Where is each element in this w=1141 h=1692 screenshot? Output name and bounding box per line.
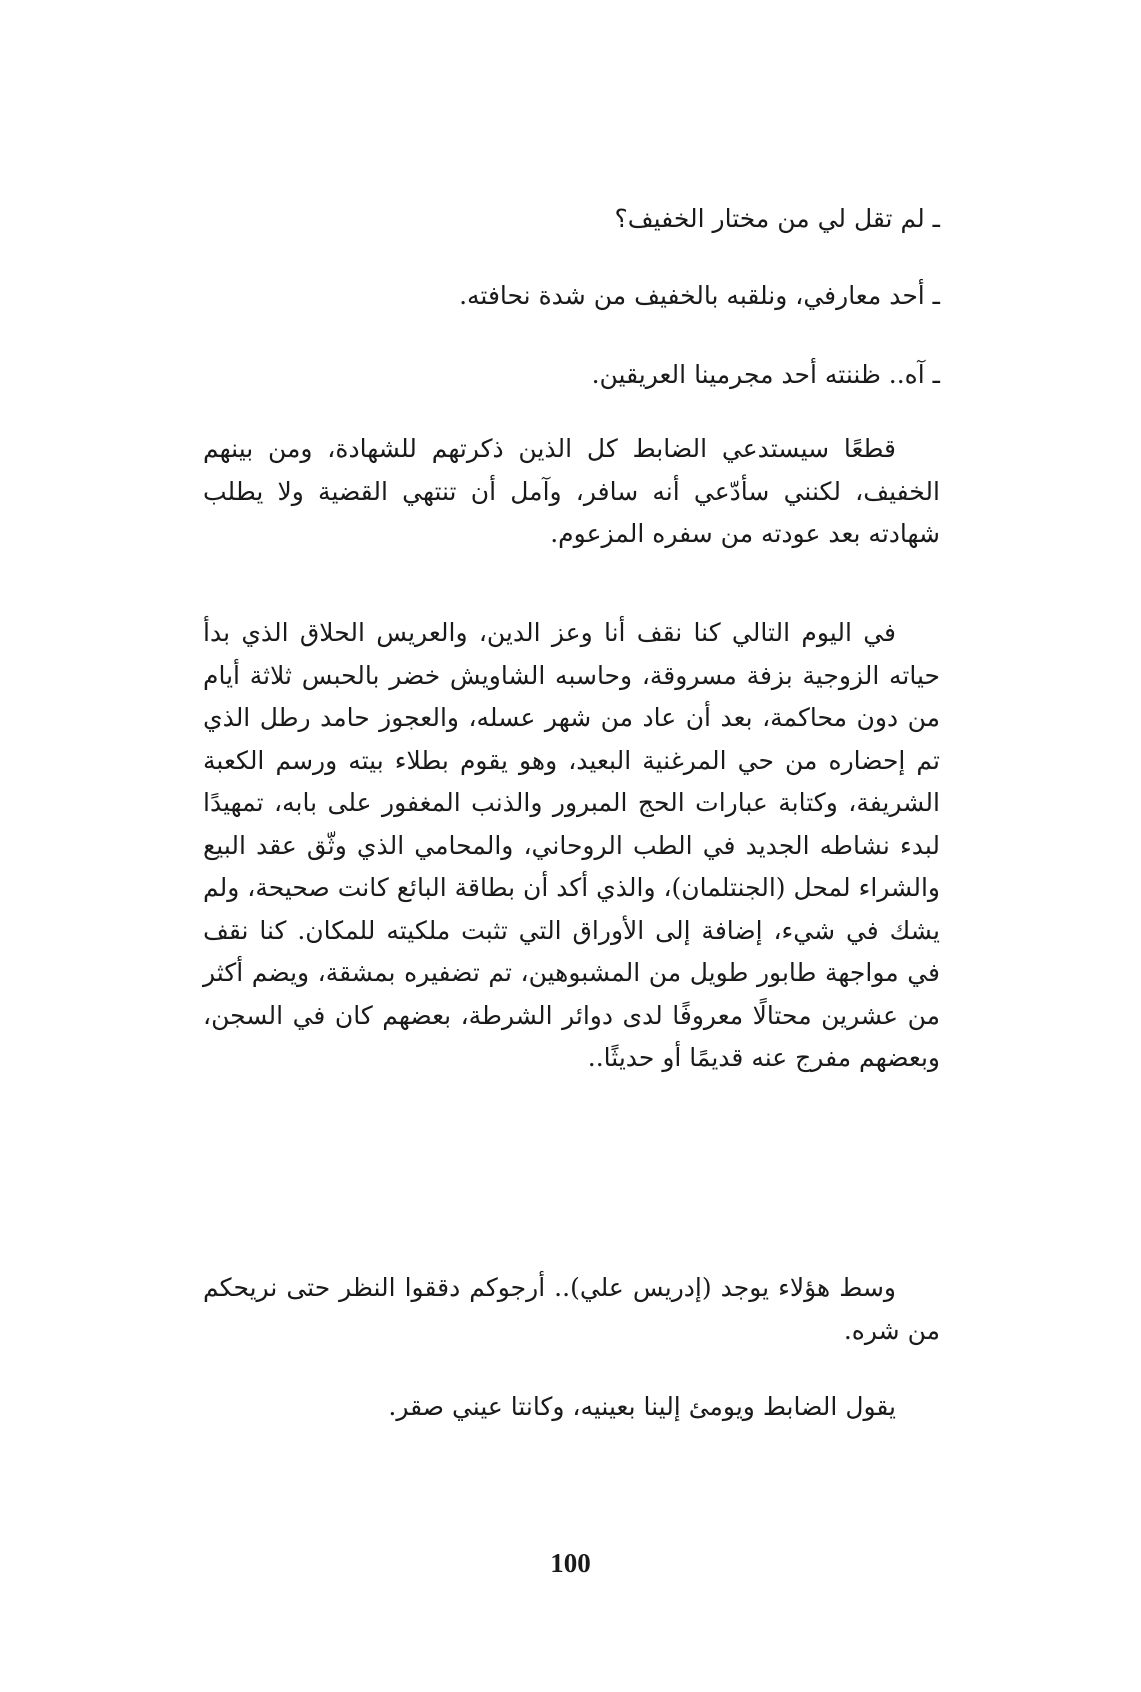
- dialogue-line: ـ آه.. ظننته أحد مجرمينا العريقين.: [591, 360, 940, 389]
- dialogue-line: ـ أحد معارفي، ونلقبه بالخفيف من شدة نحافته.: [459, 281, 940, 310]
- page-number: 100: [550, 1548, 591, 1578]
- paragraph: وسط هؤلاء يوجد (إدريس علي).. أرجوكم دققوا النظر حتى نريحكم من شره.: [203, 1273, 940, 1345]
- paragraph: قطعًا سيستدعي الضابط كل الذين ذكرتهم للشهادة، ومن بينهم الخفيف، لكنني سأدّعي أنه سافر، وآمل أن تنتهي القضية ولا يطلب شهادته بعد عودته من سفره المزعوم.: [203, 434, 940, 548]
- paragraph: في اليوم التالي كنا نقف أنا وعز الدين، والعريس الحلاق الذي بدأ حياته الزوجية بزفة مسروقة، وحاسبه الشاويش خضر بالحبس ثلاثة أيام من دون محاكمة، بعد أن عاد من شهر عسله، والعجوز حامد رطل الذي تم إحضاره من حي المرغنية البعيد، وهو يقوم بطلاء بيته ورسم الكعبة الشريفة، وكتابة عبارات الحج المبرور والذنب المغفور على بابه، تمهيدًا لبدء نشاطه الجديد في الطب الروحاني، والمحامي الذي وثّق عقد البيع والشراء لمحل (الجنتلمان)، والذي أكد أن بطاقة البائع كانت صحيحة، ولم يشك في شيء، إضافة إلى الأوراق التي تثبت ملكيته للمكان. كنا نقف في مواجهة طابور طويل من المشبوهين، تم تضفيره بمشقة، ويضم أكثر من عشرين محتالًا معروفًا لدى دوائر الشرطة، بعضهم كان في السجن، وبعضهم مفرج عنه قديمًا أو حديثًا..: [202, 618, 940, 1072]
- paragraph: يقول الضابط ويومئ إلينا بعينيه، وكانتا عيني صقر.: [388, 1392, 896, 1421]
- dialogue-line: ـ لم تقل لي من مختار الخفيف؟: [614, 204, 940, 233]
